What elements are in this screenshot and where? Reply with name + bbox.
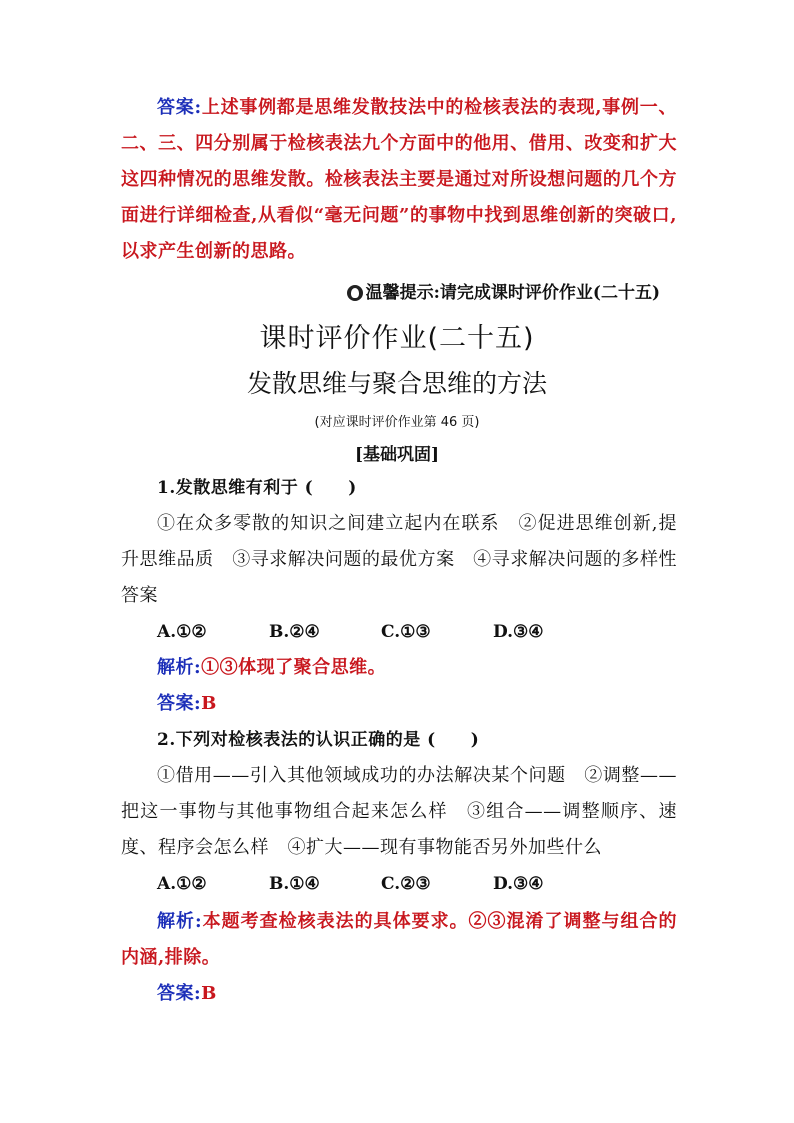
q1-option-a: A.①② <box>157 622 207 642</box>
q2-answer-value: B <box>201 983 217 1004</box>
reminder-line <box>347 275 660 311</box>
q1-analysis-label: 解析: <box>157 657 202 678</box>
page-title: 课时评价作业(二十五) <box>259 323 535 354</box>
q2-analysis-label: 解析: <box>157 911 203 932</box>
q1-option-c: C.①③ <box>381 622 431 642</box>
q1-stem: 1.发散思维有利于 ( ) <box>157 478 357 498</box>
q2-stem: 2.下列对检核表法的认识正确的是 ( ) <box>157 730 480 750</box>
q2-analysis-text: 本题考查检核表法的具体要求。②③混淆了调整与组合的内涵,排除。 <box>121 911 677 968</box>
answer-text: 上述事例都是思维发散技法中的检核表法的表现,事例一、二、三、四分别属于检核表法九个方面中的他用、借用、改变和扩大这四种情况的思维发散。检核表法主要是通过对所设想问题的几个方面进行详细检查,从看似“毫无问题”的事物中找到思维创新的突破口,以求产生创新的思路。 <box>121 97 677 262</box>
q1-option-d: D.③④ <box>493 622 544 642</box>
q2-option-a: A.①② <box>157 874 207 894</box>
answer-label: 答案: <box>157 97 202 118</box>
q2-answer-label: 答案: <box>157 983 202 1004</box>
q1-analysis-text: ①③体现了聚合思维。 <box>201 657 387 678</box>
section-heading: [基础巩固] <box>354 445 440 465</box>
reminder-text: 温馨提示:请完成课时评价作业(二十五) <box>365 283 660 303</box>
q2-analysis <box>121 904 677 976</box>
prev-answer-paragraph <box>121 90 677 270</box>
q1-answer <box>121 686 677 722</box>
q2-answer <box>121 976 677 1012</box>
q1-option-b: B.②④ <box>269 622 320 642</box>
q2-option-c: C.②③ <box>381 874 431 894</box>
q1-options <box>157 614 544 650</box>
q1-answer-label: 答案: <box>157 693 202 714</box>
q2-option-b: B.①④ <box>269 874 320 894</box>
q1-body: ①在众多零散的知识之间建立起内在联系 ②促进思维创新,提升思维品质 ③寻求解决问题的最优方案 ④寻求解决问题的多样性答案 <box>121 513 677 606</box>
q2-options <box>157 866 544 902</box>
q2-body: ①借用——引入其他领域成功的办法解决某个问题 ②调整——把这一事物与其他事物组合起来怎么样 ③组合——调整顺序、速度、程序会怎么样 ④扩大——现有事物能否另外加些什么 <box>121 765 677 858</box>
q2-option-d: D.③④ <box>493 874 544 894</box>
q1-analysis <box>121 650 677 686</box>
q1-answer-value: B <box>201 693 217 714</box>
reminder-icon <box>347 285 363 301</box>
page-note: (对应课时评价作业第 46 页) <box>314 415 480 430</box>
page-subtitle: 发散思维与聚合思维的方法 <box>246 369 547 398</box>
